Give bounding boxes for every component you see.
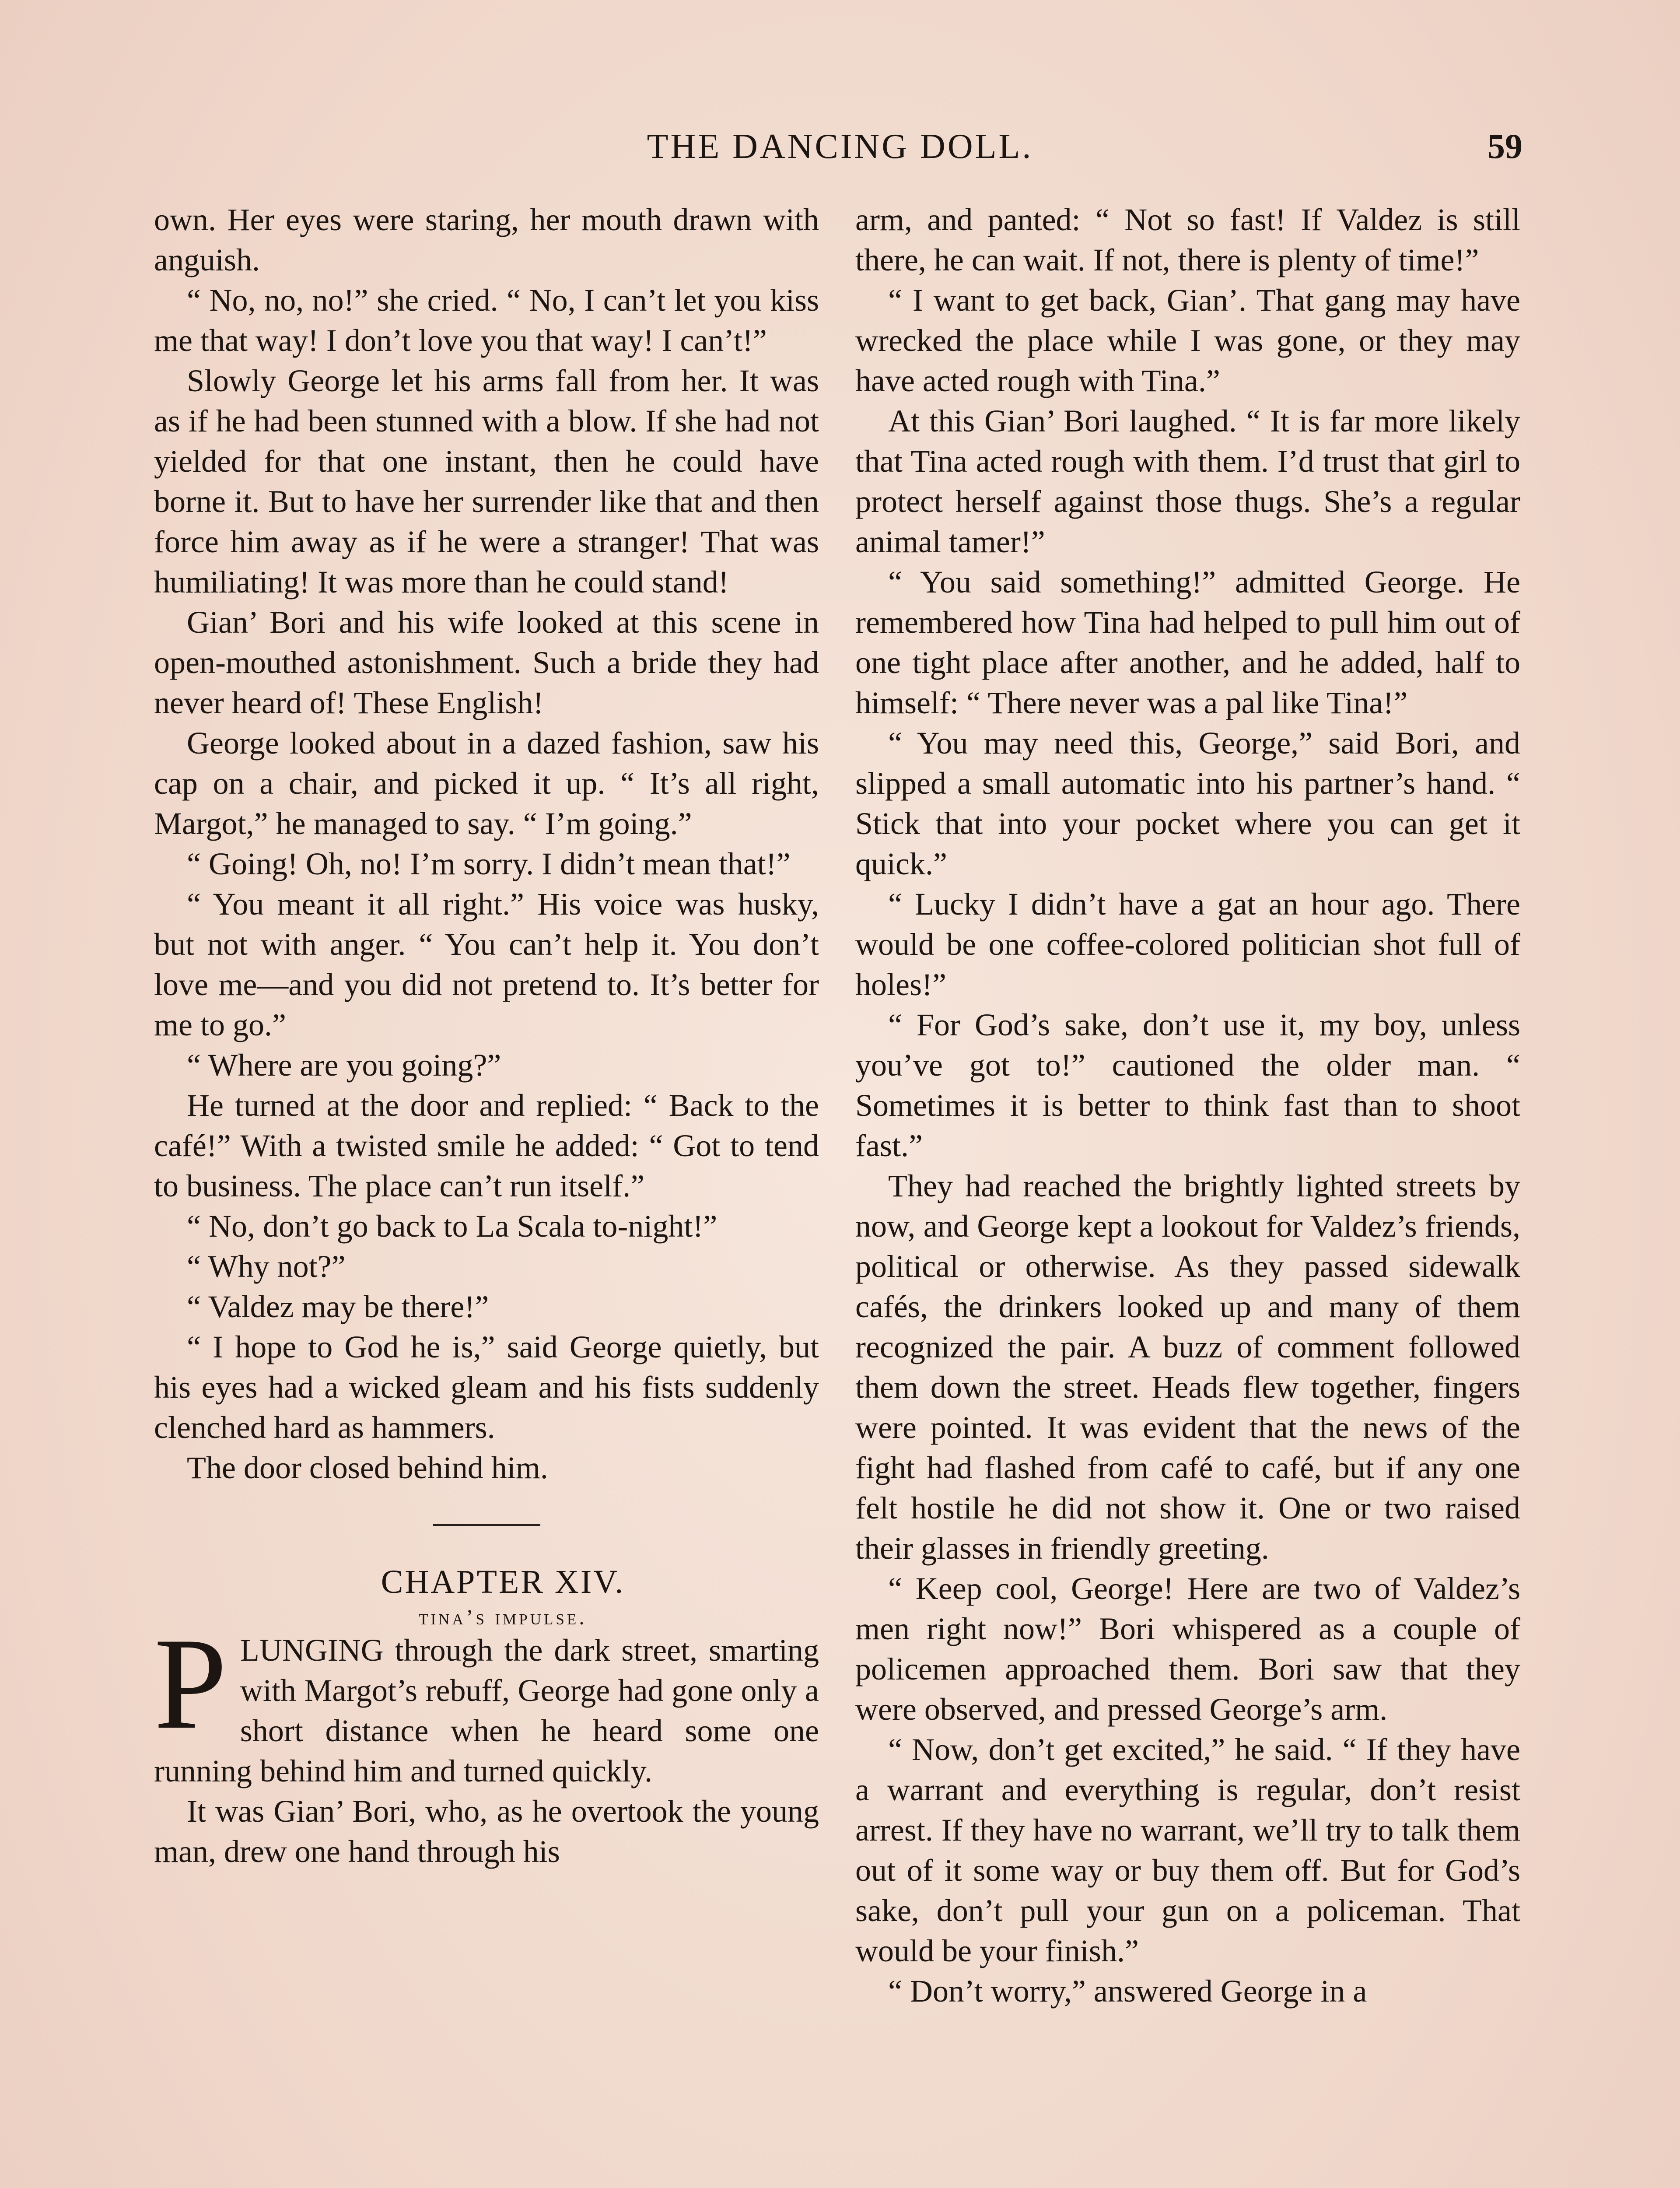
paragraph: “ Lucky I didn’t have a gat an hour ago. There would be one coffee-colored politician shot full of holes!” [855, 887, 1520, 1002]
paragraph: The door closed behind him. [187, 1450, 548, 1485]
opening-text: LUNGING through the dark street, smarting with Margot’s rebuff, George had gone only a short distance when he heard some one running behind him and turned quickly. [154, 1633, 819, 1788]
paragraph: own. Her eyes were staring, her mouth drawn with anguish. [154, 202, 819, 277]
paragraph: “ I hope to God he is,” said George quietly, but his eyes had a wicked gleam and his fists suddenly clenched hard as hammers. [154, 1329, 819, 1445]
paragraph: “ Why not?” [187, 1249, 346, 1284]
paragraph: “ No, don’t go back to La Scala to-night!” [187, 1209, 718, 1244]
right-column [855, 200, 1520, 2011]
paragraph: “ You meant it all right.” His voice was husky, but not with anger. “ You can’t help it. You don’t love me—and you did not pretend to. It’s better for me to go.” [154, 887, 819, 1042]
paragraph: “ Don’t worry,” answered George in a [888, 1974, 1367, 2009]
left-column [154, 200, 819, 1872]
paragraph: Gian’ Bori and his wife looked at this scene in open-mouthed astonishment. Such a bride they had never heard of! These English! [154, 605, 819, 720]
paragraph: At this Gian’ Bori laughed. “ It is far more likely that Tina acted rough with them. I’d trust that girl to protect herself against those thugs. She’s a regular animal tamer!” [855, 403, 1520, 559]
paragraph: “ Now, don’t get excited,” he said. “ If they have a warrant and everything is regular, don’t resist arrest. If they have no warrant, we’ll try to talk them out of it some way or buy them off. But for God’s sake, don’t pull your gun on a policeman. That would be your finish.” [855, 1732, 1520, 1968]
chapter-heading: CHAPTER XIV. [381, 1564, 625, 1600]
paragraph: Slowly George let his arms fall from her. It was as if he had been stunned with a blow. If she had not yielded for that one instant, then he could have borne it. But to have her surrender like that and then force him away as if he were a stranger! That was humiliating! It was more than he could stand! [154, 363, 819, 600]
paragraph: “ No, no, no!” she cried. “ No, I can’t let you kiss me that way! I don’t love you that way! I can’t!” [154, 283, 819, 358]
paragraph: George looked about in a dazed fashion, saw his cap on a chair, and picked it up. “ It’s all right, Margot,” he managed to say. “ I’m going.” [154, 726, 819, 841]
page-number: 59 [1488, 127, 1522, 166]
paragraph: “ Where are you going?” [187, 1048, 501, 1083]
page-header [158, 127, 1522, 175]
section-divider [433, 1524, 540, 1526]
paragraph: “ You said something!” admitted George. He remembered how Tina had helped to pull him out of one tight place after another, and he added, half to himself: “ There never was a pal like Tina!” [855, 565, 1520, 720]
running-title: THE DANCING DOLL. [647, 127, 1033, 166]
drop-cap: P [154, 1611, 227, 1756]
paragraph: He turned at the door and replied: “ Back to the café!” With a twisted smile he added: “ Got to tend to business. The place can’t run itself.” [154, 1088, 819, 1203]
paragraph: They had reached the brightly lighted streets by now, and George kept a lookout for Valdez’s friends, political or otherwise. As they passed sidewalk cafés, the drinkers looked up and many of them recognized the pair. A buzz of comment followed them down the street. Heads flew together, fingers were pointed. It was evident that the news of the fight had flashed from café to café, but if any one felt hostile he did not show it. One or two raised their glasses in friendly greeting. [855, 1168, 1520, 1566]
paragraph: “ Going! Oh, no! I’m sorry. I didn’t mean that!” [187, 846, 791, 881]
paragraph: “ You may need this, George,” said Bori, and slipped a small automatic into his partner’s hand. “ Stick that into your pocket where you can get it quick.” [855, 726, 1520, 881]
paragraph: “ Keep cool, George! Here are two of Valdez’s men right now!” Bori whispered as a couple of policemen approached them. Bori saw that they were observed, and pressed George’s arm. [855, 1571, 1520, 1727]
chapter-subtitle: tina’s impulse. [419, 1605, 587, 1629]
paragraph: “ I want to get back, Gian’. That gang may have wrecked the place while I was gone, or they may have acted rough with Tina.” [855, 283, 1520, 398]
paragraph: It was Gian’ Bori, who, as he overtook the young man, drew one hand through his [154, 1794, 819, 1869]
paragraph: “ For God’s sake, don’t use it, my boy, unless you’ve got to!” cautioned the older man. “ Sometimes it is better to think fast than to shoot fast.” [855, 1007, 1520, 1163]
paragraph: arm, and panted: “ Not so fast! If Valdez is still there, he can wait. If not, there is plenty of time!” [855, 202, 1520, 277]
paragraph: “ Valdez may be there!” [187, 1289, 489, 1324]
